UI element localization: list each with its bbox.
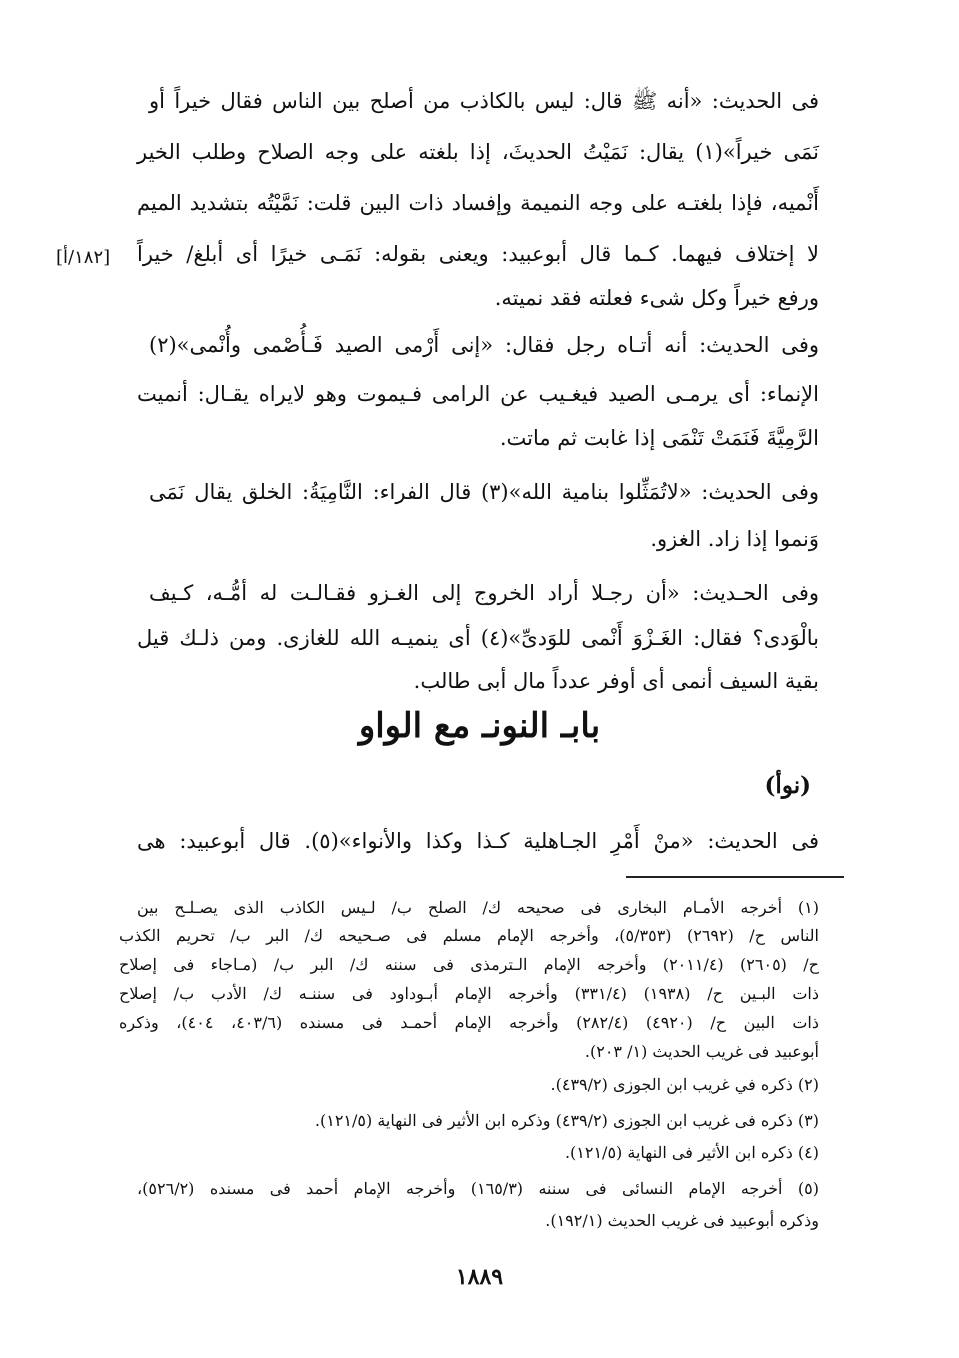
- text-line: وَنموا إذا زاد. الغزو.: [650, 527, 819, 551]
- text-line: أَنْميه، فإذا بلغتـه على وجه النميمة وإفساد ذات البين قلت: نَمَّيْتُه بتشديد الميم: [137, 191, 819, 215]
- footnote-line: (١) أخرجه الأمـام البخارى فى صحيحه ك/ الصلح ب/ لـيس الكاذب الذى يصـلـح بين: [137, 898, 819, 917]
- footnote-separator: [626, 876, 844, 878]
- text-line: بالْوَدى؟ فقال: الغَـزْوَ أَنْمى للوَدىِّ»(٤) أى ينميـه الله للغازى. ومن ذلـك قيل: [137, 626, 819, 650]
- footnote-line: (٤) ذكره ابن الأثير فى النهاية (١٢١/٥).: [564, 1143, 819, 1162]
- text-line: فى الحديث: «منْ أَمْرِ الجـاهلية كـذا وكذا والأنواء»(٥). قال أبوعبيد: هى: [137, 829, 820, 853]
- footnote-line: ح/ (٢٦٠٥) (٢٠١١/٤) وأخرجه الإمام الـترمذى فى سننه ك/ البر ب/ (مـاجاء فى إصلاح: [119, 955, 820, 974]
- footnote-line: الناس ح/ (٢٦٩٢) (٥/٣٥٣)، وأخرجه الإمام مسلم فى صـحيحه ك/ البر ب/ تحريم الكذب: [119, 926, 820, 945]
- footnote-line: أبوعبيد فى غريب الحديث (١/ ٢٠٣).: [584, 1042, 819, 1061]
- manuscript-folio-ref: [١٨٢/أ]: [56, 247, 111, 268]
- text-line: ورفع خيراً وكل شىء فعلته فقد نميته.: [494, 286, 819, 310]
- footnote-line: (٢) ذكره في غريب ابن الجوزى (٤٣٩/٢).: [550, 1075, 819, 1094]
- footnote-line: وذكره أبوعبيد فى غريب الحديث (١٩٢/١).: [545, 1211, 819, 1230]
- text-line: وفى الحديث: «لاتُمَثِّلوا بنامية الله»(٣) قال الفراء: النَّامِيَةُ: الخلق يقال نَمَى: [149, 480, 819, 504]
- footnote-line: ذات البـين ح/ (١٩٣٨) (٣٣١/٤) وأخرجه الإمام أبـوداود فى سننـه ك/ الأدب ب/ إصلاح: [119, 984, 819, 1003]
- footnote-line: (٥) أخرجه الإمام النسائى فى سننه (١٦٥/٣) وأخرجه الإمام أحمد فى مسنده (٥٢٦/٢)،: [137, 1179, 820, 1198]
- text-line: الإنماء: أى يرمـى الصيد فيغـيب عن الرامى فـيموت وهو لايراه يقـال: أنميت: [137, 382, 819, 406]
- text-line: وفى الحـديث: «أن رجـلا أراد الخروج إلى الغـزو فقـالـت له أمُّـه، كـيف: [149, 581, 819, 605]
- text-line: لا إختلاف فيهما. كـما قال أبوعبيد: ويعنى بقوله: نَمَـى خيرًا أى أبلغ/ خيراً: [137, 242, 819, 266]
- footnote-line: (٣) ذكره فى غريب ابن الجوزى (٤٣٩/٢) وذكره ابن الأثير فى النهاية (١٢١/٥).: [314, 1111, 819, 1130]
- footnote-line: ذات البين ح/ (٤٩٢٠) (٢٨٢/٤) وأخرجه الإمام أحمـد فى مسنده (٤٠٣/٦، ٤٠٤)، وذكره: [119, 1013, 819, 1032]
- page-number: ١٨٨٩: [455, 1264, 504, 1290]
- chapter-heading: بابـ النونـ مع الواو: [358, 706, 601, 746]
- text-line: بقية السيف أنمى أى أوفر عدداً مال أبى طالب.: [413, 669, 819, 693]
- text-line: نَمَى خيراً»(١) يقال: نَمَيْتُ الحديثَ، إذا بلغته على وجه الصلاح وطلب الخير: [137, 140, 819, 164]
- text-line: الرَّمِيَّةَ فَنَمَتْ تَنْمَى إذا غابت ثم ماتت.: [499, 426, 819, 450]
- entry-title: (نوأ): [764, 772, 811, 799]
- text-line: وفى الحديث: أنه أتـاه رجل فقال: «إنى أَرْمى الصيد فَـأُصْمى وأُنْمى»(٢): [149, 333, 819, 357]
- text-line: فى الحديث: «أنه ﷺ قال: ليس بالكاذب من أصلح بين الناس فقال خيراً أو: [149, 89, 819, 113]
